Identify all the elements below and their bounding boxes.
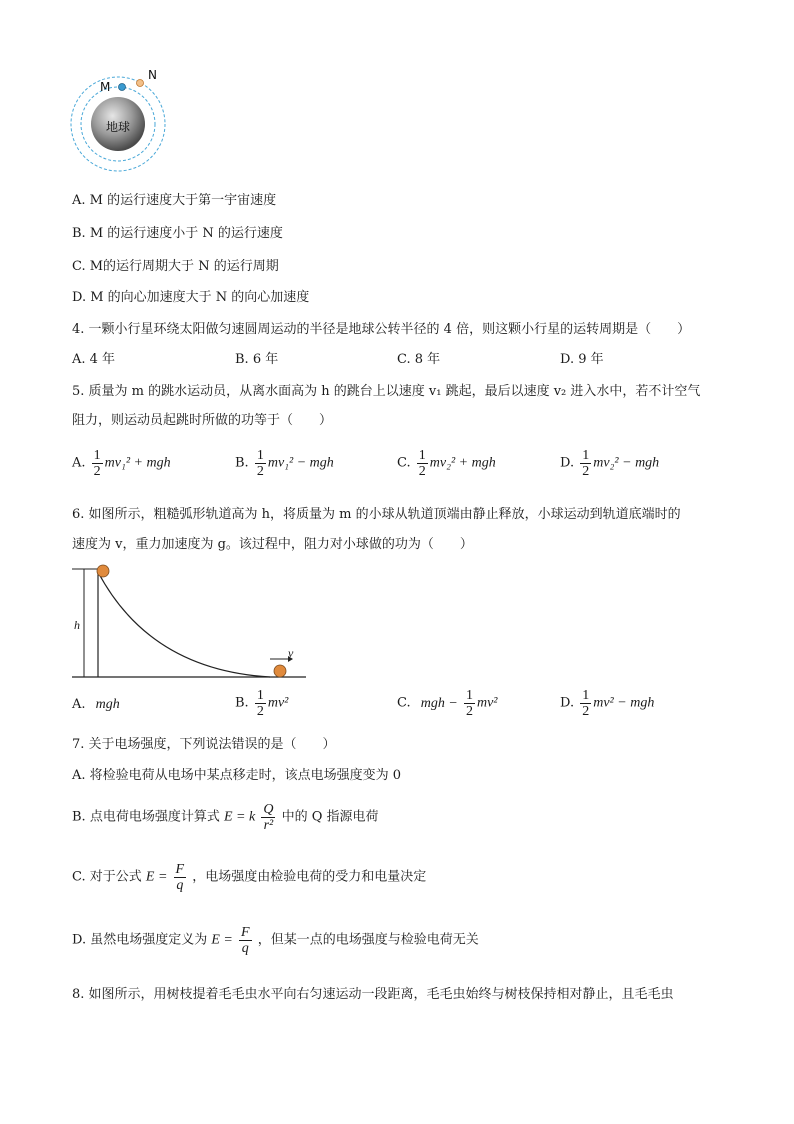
n-label: N (148, 68, 157, 82)
q7-option-a: A. 将检验电荷从电场中某点移走时，该点电场强度变为 0 (72, 768, 402, 783)
q5-option-b-fraction (255, 448, 266, 479)
frac-den: 2 (465, 704, 473, 719)
q6-option-b-expr: mv² (267, 695, 289, 711)
q6-option-c-letter: C. (397, 695, 411, 711)
q6-option-b-fraction (255, 688, 266, 719)
q5-option-d (560, 448, 659, 479)
q5-option-d-expr: mv₂² − mgh (593, 455, 660, 471)
q6-option-c-fraction (464, 688, 475, 719)
frac-num: 1 (256, 688, 264, 703)
frac-num: 1 (256, 448, 264, 463)
track-diagram (70, 560, 310, 685)
q5-option-b-letter: B. (235, 455, 249, 471)
q4-option-a: A. 4 年 (72, 352, 116, 367)
q3-option-c: C. M的运行周期大于 N 的运行周期 (72, 259, 279, 274)
q7-option-b-pre: B. 点电荷电场强度计算式 (72, 809, 220, 825)
q5-option-a (72, 448, 171, 479)
q5-option-a-letter: A. (72, 455, 86, 471)
curved-track (98, 572, 270, 677)
m-label: M (100, 80, 111, 94)
q7-option-c-post: ，电场强度由检验电荷的受力和电量决定 (192, 869, 427, 885)
q5-option-c (397, 448, 496, 479)
frac-den: q (176, 878, 184, 893)
frac-den: 2 (256, 464, 264, 479)
orbit-figure (70, 66, 180, 176)
frac-den: 2 (582, 704, 590, 719)
track-figure (70, 560, 310, 685)
q5-option-d-fraction (580, 448, 591, 479)
ball-top (97, 565, 109, 577)
q6-stem-line1: 6. 如图所示，粗糙弧形轨道高为 h，将质量为 m 的小球从轨道顶端由静止释放，小球运动到轨道底端时的 (72, 507, 681, 522)
satellite-n (137, 80, 144, 87)
q6-option-a (72, 697, 120, 714)
q7-option-b-post: 中的 Q 指源电荷 (281, 809, 379, 825)
q7-option-c-lhs: E = (145, 869, 168, 885)
q7-option-d-post: ，但某一点的电场强度与检验电荷无关 (257, 932, 479, 948)
q5-stem-line2: 阻力，则运动员起跳时所做的功等于（ ） (72, 413, 333, 428)
frac-num: 1 (93, 448, 101, 463)
q5-stem-line1: 5. 质量为 m 的跳水运动员，从离水面高为 h 的跳台上以速度 v₁ 跳起，最后以速度 v₂ 进入水中，若不计空气 (72, 384, 701, 399)
q5-option-a-fraction (92, 448, 103, 479)
q6-option-c-pre: mgh − (420, 695, 458, 711)
frac-den: r² (263, 818, 274, 833)
earth-label: 地球 (106, 120, 131, 134)
q6-option-c (397, 688, 498, 719)
q4-option-c: C. 8 年 (397, 352, 441, 367)
frac-den: 2 (418, 464, 426, 479)
q6-option-d-expr: mv² − mgh (593, 695, 655, 711)
frac-den: 2 (582, 464, 590, 479)
frac-num: 1 (418, 448, 426, 463)
q6-option-a-letter: A. (72, 697, 86, 712)
frac-den: 2 (256, 704, 264, 719)
q5-option-a-expr: mv₁² + mgh (104, 455, 171, 471)
q5-option-b-expr: mv₁² − mgh (267, 455, 334, 471)
q5-option-c-letter: C. (397, 455, 411, 471)
q6-option-c-expr: mv² (476, 695, 498, 711)
frac-num: F (241, 925, 250, 940)
q4-option-d: D. 9 年 (560, 352, 604, 367)
q7-stem: 7. 关于电场强度，下列说法错误的是（ ） (72, 737, 336, 752)
frac-den: q (241, 941, 249, 956)
q5-option-d-letter: D. (560, 455, 575, 471)
q6-stem-line2: 速度为 v，重力加速度为 g。该过程中，阻力对小球做的功为（ ） (72, 537, 473, 552)
q5-option-c-fraction (417, 448, 428, 479)
q7-option-c-pre: C. 对于公式 (72, 869, 142, 885)
q7-option-d (72, 925, 479, 956)
ball-bottom (274, 665, 286, 677)
q7-option-b (72, 802, 379, 833)
q6-option-b-letter: B. (235, 695, 249, 711)
q7-option-d-lhs: E = (211, 932, 233, 948)
q3-option-a: A. M 的运行速度大于第一宇宙速度 (72, 193, 277, 208)
height-label: h (74, 618, 80, 632)
q6-option-d-fraction (580, 688, 591, 719)
q8-stem: 8. 如图所示，用树枝提着毛毛虫水平向右匀速运动一段距离，毛毛虫始终与树枝保持相对静止，且毛毛虫 (72, 987, 674, 1002)
q7-option-d-fraction (239, 925, 252, 956)
frac-num: F (175, 862, 185, 877)
q3-option-b: B. M 的运行速度小于 N 的运行速度 (72, 226, 283, 241)
q5-option-c-expr: mv₂² + mgh (429, 455, 496, 471)
q6-option-b (235, 688, 288, 719)
q7-option-c (72, 862, 426, 893)
q6-option-a-expr: mgh (95, 697, 120, 712)
q7-option-b-fraction (261, 802, 275, 833)
q7-option-c-fraction (174, 862, 187, 893)
q5-option-b (235, 448, 334, 479)
q7-option-b-lhs: E = k (223, 809, 256, 825)
frac-num: 1 (582, 448, 590, 463)
q4-option-b: B. 6 年 (235, 352, 279, 367)
frac-den: 2 (93, 464, 101, 479)
satellite-m (119, 84, 126, 91)
q3-option-d: D. M 的向心加速度大于 N 的向心加速度 (72, 290, 310, 305)
q6-option-d-letter: D. (560, 695, 575, 711)
q4-stem: 4. 一颗小行星环绕太阳做匀速圆周运动的半径是地球公转半径的 4 倍，则这颗小行星的运转周期是（ ） (72, 322, 691, 337)
frac-num: 1 (465, 688, 473, 703)
frac-num: Q (263, 802, 274, 817)
velocity-label: v (288, 646, 294, 660)
frac-num: 1 (582, 688, 590, 703)
q6-option-d (560, 688, 654, 719)
q7-option-d-pre: D. 虽然电场强度定义为 (72, 932, 208, 948)
